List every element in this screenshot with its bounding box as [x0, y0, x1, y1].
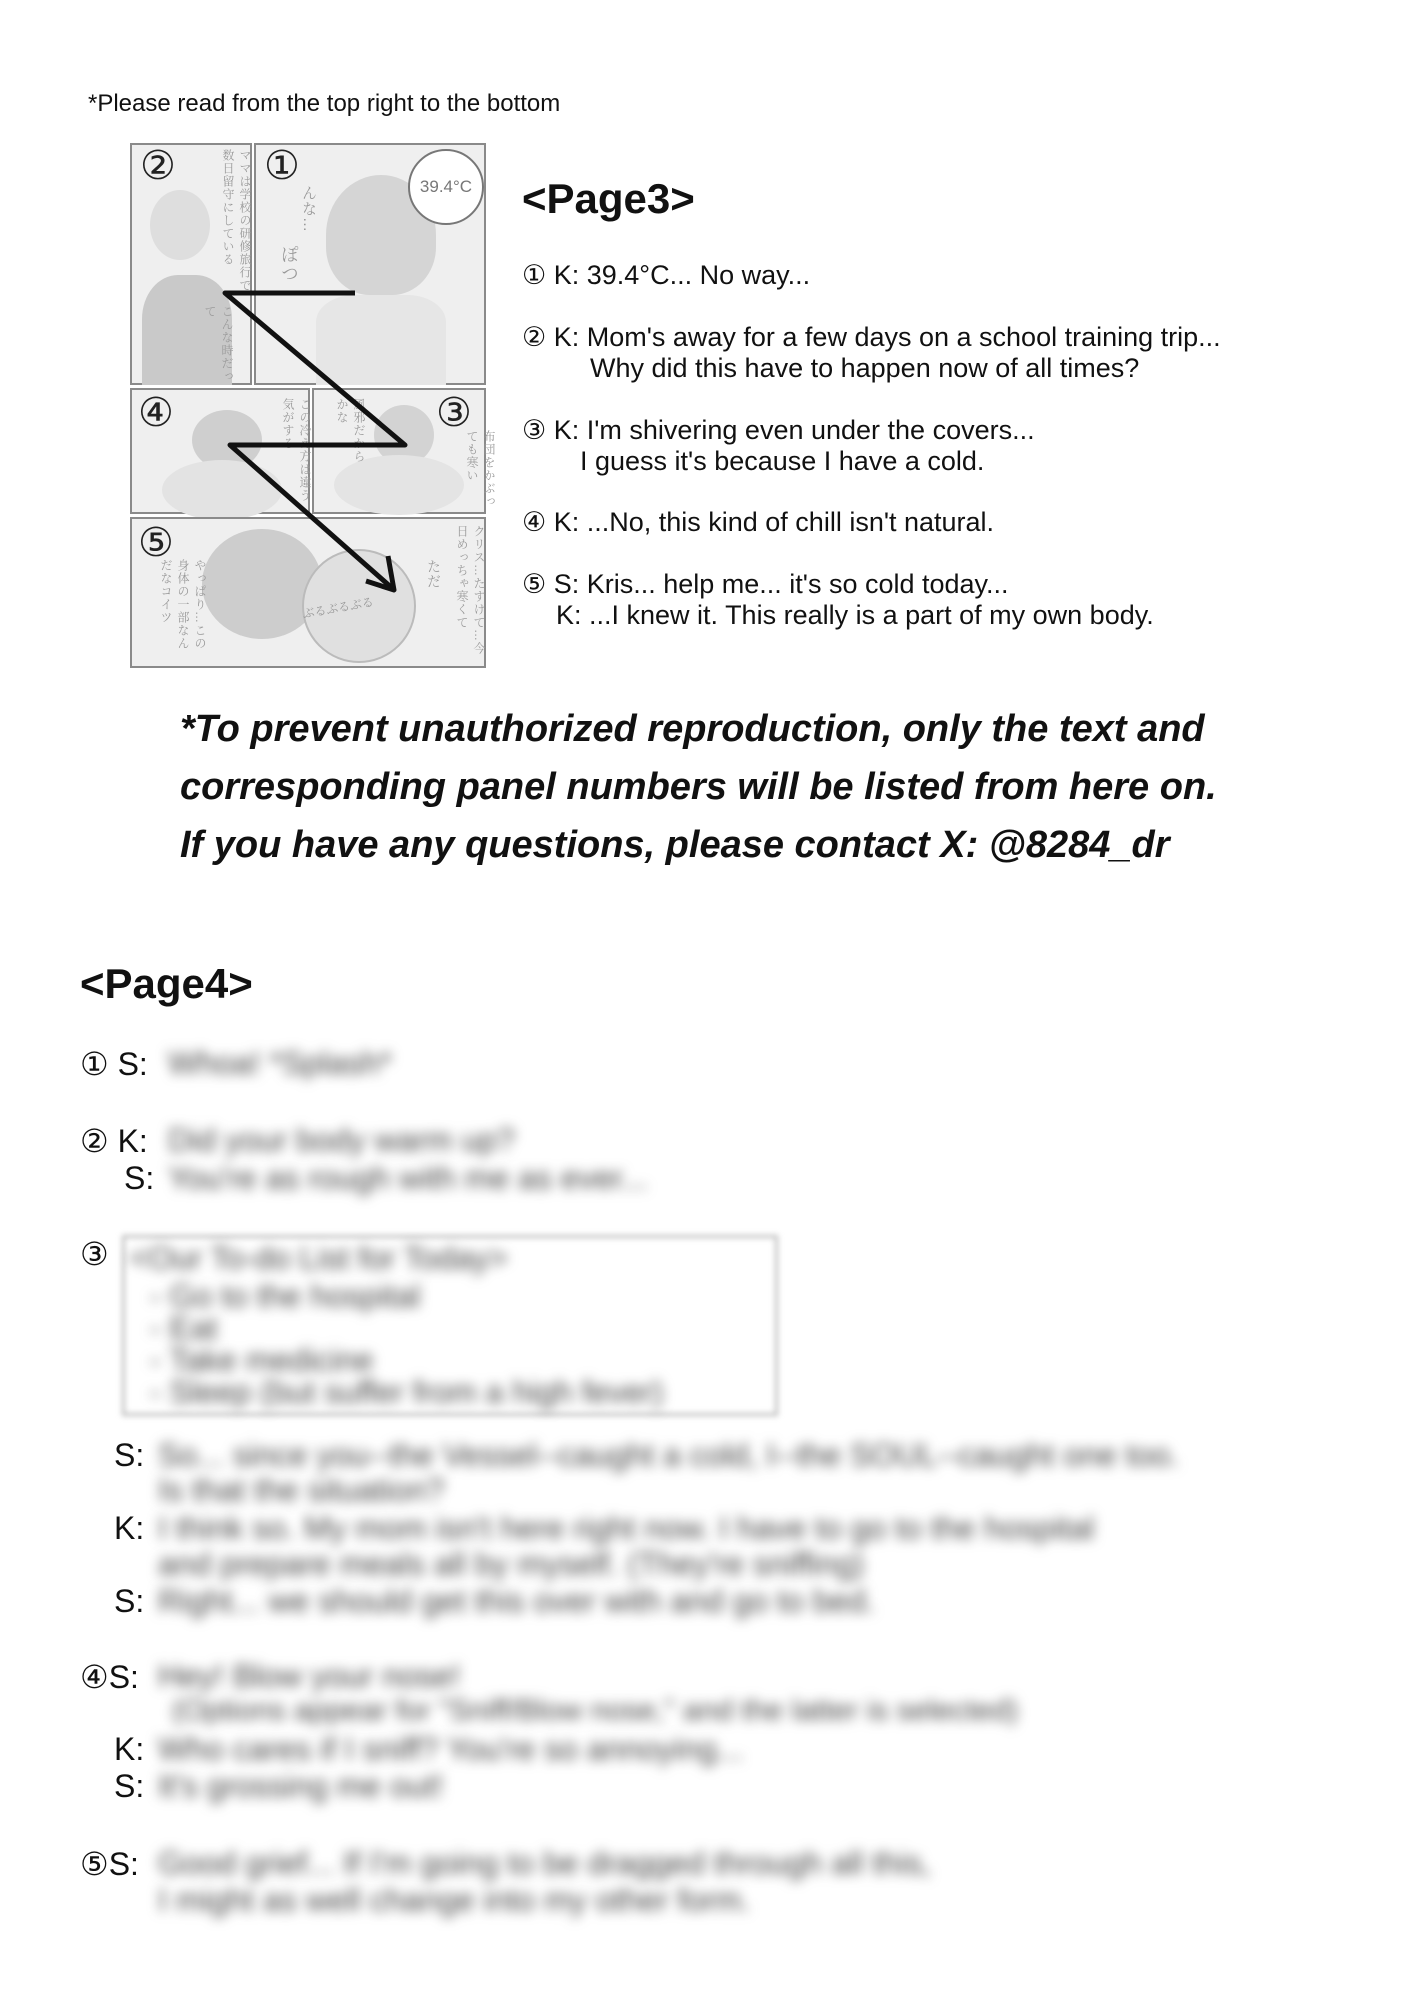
- panel4-japanese-text: この冷え方は違う気がする: [281, 398, 312, 502]
- todo-item-4: - Sleep (but suffer from a high fever): [150, 1374, 664, 1410]
- page4-blurred-3k-1: I think so. My mom isn't here right now. I have to go to the hospital: [158, 1510, 1095, 1546]
- page4-blurred-3k-2: and prepare meals all by myself. (They're sniffing): [158, 1546, 865, 1582]
- panel1-japanese-text: んな…: [300, 185, 317, 233]
- page3-line-3-cont: I guess it's because I have a cold.: [580, 446, 985, 476]
- panel-number-3: ③: [436, 391, 472, 435]
- page4-label-3s2: S:: [114, 1583, 145, 1619]
- reproduction-warning: [180, 700, 1217, 874]
- page4-label-3s: S:: [114, 1437, 145, 1473]
- page3-line-2-cont: Why did this have to happen now of all times?: [590, 353, 1140, 383]
- page3-line-5: ⑤ S: Kris... help me... it's so cold today...: [522, 569, 1009, 599]
- page4-label-2k: ② K:: [80, 1123, 148, 1159]
- page3-title: <Page3>: [522, 175, 695, 222]
- panel-number-2: ②: [140, 144, 176, 188]
- page4-label-4s: ④S:: [80, 1659, 139, 1695]
- page4-label-3k: K:: [114, 1510, 145, 1546]
- page4-blurred-5s-2: I might as well change into my other form.: [158, 1882, 751, 1918]
- panel-number-1: ①: [264, 144, 300, 188]
- page4-blurred-3s-1: So... since you--the Vessel--caught a cold, I--the SOUL--caught one too.: [158, 1437, 1179, 1473]
- panel3-japanese-text-b: 風邪だからかな: [335, 398, 366, 463]
- reading-direction-note: *Please read from the top right to the bottom: [88, 90, 561, 117]
- temperature-text: 39.4°C: [419, 177, 473, 196]
- page4-blurred-4s2: It's grossing me out!: [158, 1768, 444, 1804]
- todo-item-1: - Go to the hospital: [150, 1278, 421, 1314]
- panel2-japanese-text-b: こんな時だって: [203, 305, 234, 383]
- page3-line-5-cont: K: ...I knew it. This really is a part of my own body.: [556, 600, 1154, 630]
- panel5-japanese-text-b: やっぱり…この身体の一部なんだなコイツ: [159, 559, 207, 650]
- page3-line-4: ④ K: ...No, this kind of chill isn't natural.: [522, 507, 995, 537]
- todo-item-2: - Eat: [150, 1310, 218, 1346]
- page4-label-5s: ⑤S:: [80, 1846, 139, 1882]
- page4-blurred-3s-2: Is that the situation?: [158, 1472, 445, 1508]
- todo-title: <Our To-do List for Today>: [130, 1240, 508, 1276]
- panel-number-4: ④: [138, 391, 174, 435]
- page4-blurred-5s-1: Good grief... If I'm going to be dragged through all this,: [158, 1845, 931, 1881]
- warning-line-3: If you have any questions, please contact X: @8284_dr: [180, 824, 1170, 866]
- page4-blurred-3s2: Right... we should get this over with and go to bed.: [158, 1583, 875, 1619]
- warning-line-2: corresponding panel numbers will be listed from here on.: [180, 766, 1217, 808]
- panel1-sfx: ぽつ: [279, 245, 299, 283]
- page4-title: <Page4>: [80, 960, 253, 1007]
- reading-order-arrow: [130, 143, 486, 668]
- todo-item-3: - Take medicine: [150, 1342, 374, 1378]
- page3-line-3: ③ K: I'm shivering even under the covers...: [522, 415, 1035, 445]
- panel-number-5: ⑤: [138, 521, 174, 565]
- comic-page-thumbnail: [130, 143, 496, 668]
- page4-blurred-1: Whoa! *Splash*: [168, 1045, 393, 1081]
- panel2-japanese-text: ママは学校の研修旅行で数日留守にしている: [221, 149, 252, 292]
- warning-line-1: *To prevent unauthorized reproduction, only the text and: [180, 708, 1205, 750]
- page3-line-1: ① K: 39.4°C... No way...: [522, 260, 811, 290]
- page4-blurred-2k: Did your body warm up?: [168, 1122, 515, 1158]
- page3-line-2: ② K: Mom's away for a few days on a school training trip...: [522, 322, 1221, 352]
- page4-label-2s: S:: [124, 1160, 155, 1196]
- page4-blurred-4k: Who cares if I sniff? You're so annoying...: [158, 1731, 744, 1767]
- page4-label-4k: K:: [114, 1731, 145, 1767]
- page4-blurred-4s-2: (Options appear for "Sniff/Blow nose," and the latter is selected): [172, 1694, 1019, 1727]
- panel5-sfx-b: ただ: [426, 559, 442, 589]
- panel5-japanese-text: クリス…たすけて…今日めっちゃ寒くて: [455, 525, 486, 655]
- page4-blurred-4s-1: Hey! Blow your nose!: [158, 1658, 461, 1694]
- panel5-sfx: ぶるぶるぶる: [301, 594, 375, 622]
- page4-blurred-2s: You're as rough with me as ever...: [168, 1160, 648, 1196]
- panel3-japanese-text: 布団をかぶっても寒い: [465, 430, 496, 508]
- page4-label-1: ① S:: [80, 1046, 148, 1082]
- page4-label-4s2: S:: [114, 1768, 145, 1804]
- page4-label-3: ③: [80, 1236, 109, 1272]
